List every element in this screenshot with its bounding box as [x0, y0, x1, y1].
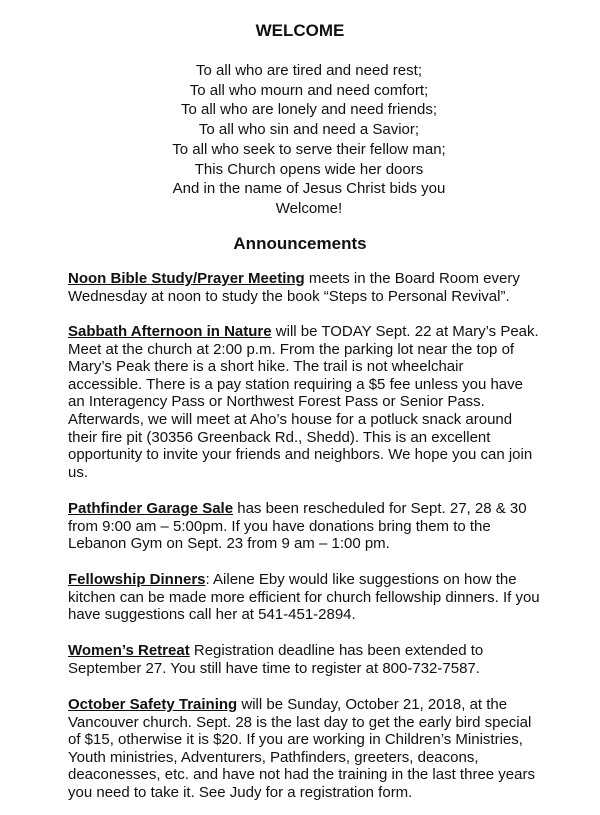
announcement-fellowship-dinners [68, 571, 558, 624]
welcome-title: WELCOME [255, 21, 345, 40]
poem-line: Welcome! [275, 199, 343, 217]
poem-line: To all who are tired and need rest; [196, 62, 422, 79]
announcement-garage-sale [68, 500, 558, 553]
poem-line: To all who are lonely and need friends; [181, 101, 437, 119]
announcement-body: will be Sunday, October 21, 2018, at the Vancouver church. Sept. 28 is the last day to get the early bird special of $15, otherwise it is $20. If you are working in Children’s Ministries, Youth ministries, Adventurers, Pathfinders, greeters, deacons, deaconesses, etc. and have not had the training in the last three years you need to take it. See Judy for a registration form. [68, 696, 535, 801]
poem-line: To all who sin and need a Savior; [198, 121, 420, 139]
announcement-body: Registration deadline has been extended to September 27. You still have time to register at 800-732-7587. [68, 642, 484, 677]
announcement-heading: Sabbath Afternoon in Nature [68, 323, 272, 340]
poem-line: To all who seek to serve their fellow man; [172, 140, 446, 158]
announcements-title: Announcements [233, 234, 367, 253]
announcement-heading: Women’s Retreat [68, 642, 190, 659]
announcement-body: has been rescheduled for Sept. 27, 28 & 30 from 9:00 am – 5:00pm. If you have donations bring them to the Lebanon Gym on Sept. 23 from 9 am – 1:00 pm. [68, 500, 527, 553]
announcement-body: meets in the Board Room every Wednesday at noon to study the book “Steps to Personal Revival”. [68, 270, 520, 305]
announcement-heading: October Safety Training [68, 696, 238, 713]
announcement-womens-retreat [68, 642, 558, 677]
announcement-noon-bible-study [68, 270, 558, 305]
announcement-safety-training [68, 696, 558, 802]
announcement-heading: Noon Bible Study/Prayer Meeting [68, 270, 305, 287]
announcement-heading: Fellowship Dinners [68, 571, 206, 588]
announcement-body: : Ailene Eby would like suggestions on how the kitchen can be made more efficient for church fellowship dinners. If you have suggestions call her at 541-451-2894. [68, 571, 540, 624]
poem-line: And in the name of Jesus Christ bids you [172, 180, 446, 198]
poem-line: This Church opens wide her doors [194, 160, 424, 178]
poem-line: To all who mourn and need comfort; [189, 81, 429, 99]
announcement-body: will be TODAY Sept. 22 at Mary’s Peak. Meet at the church at 2:00 p.m. From the parking lot near the top of Mary’s Peak there is a short hike. The trail is not wheelchair accessible. There is a pay station requiring a $5 fee unless you have an Interagency Pass or Northwest Forest Pass or Senior Pass. Afterwards, we will meet at Aho’s house for a potluck snack around their fire pit (30356 Greenback Rd., Shedd). This is an excellent opportunity to invite your friends and neighbors. We hope you can join us. [68, 323, 539, 481]
welcome-poem [0, 61, 600, 219]
announcement-sabbath-nature [68, 323, 558, 481]
announcement-heading: Pathfinder Garage Sale [68, 500, 234, 517]
